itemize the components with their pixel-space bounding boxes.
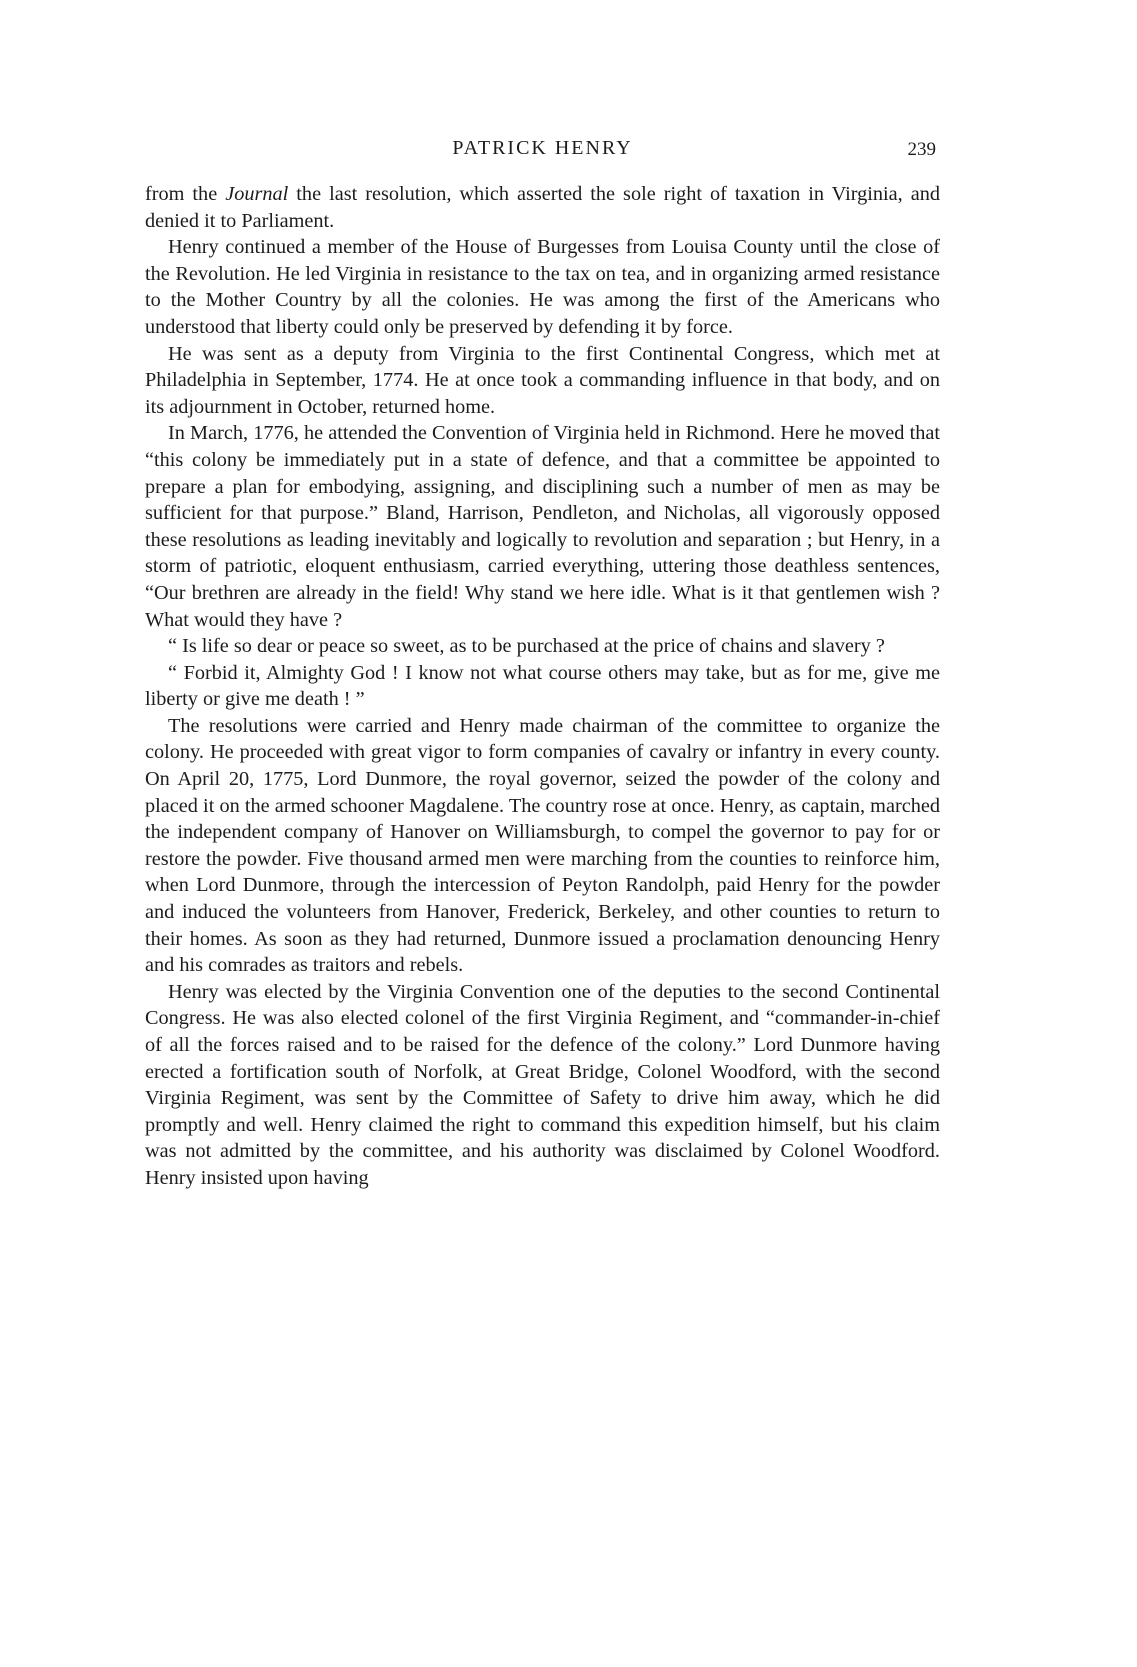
paragraph: In March, 1776, he attended the Convention of Virginia held in Richmond. Here he moved that “this colony be immediately put in a state of defence, and that a committee be appointed to prepare a plan for embodying, assigning, and disciplining such a number of men as may be sufficient for that purpose.” Bland, Harrison, Pendleton, and Nicholas, all vigorously opposed these resolutions as leading inevitably and logically to revolution and separation ; but Henry, in a storm of patriotic, eloquent enthusiasm, carried everything, uttering those deathless sentences, “Our brethren are already in the field! Why stand we here idle. What is it that gentlemen wish ? What would they have ? (145, 422, 940, 631)
paragraph (145, 181, 940, 234)
page-number: 239 (907, 139, 936, 160)
paragraph: The resolutions were carried and Henry made chairman of the committee to organize the colony. He proceeded with great vigor to form companies of cavalry or infantry in every county. On April 20, 1775, Lord Dunmore, the royal governor, seized the powder of the colony and placed it on the armed schooner Magdalene. The country rose at once. Henry, as captain, marched the independent company of Hanover on Williamsburgh, to compel the governor to pay for or restore the powder. Five thousand armed men were marching from the counties to reinforce him, when Lord Dunmore, through the intercession of Peyton Randolph, paid Henry for the powder and induced the volunteers from Hanover, Frederick, Berkeley, and other counties to return to their homes. As soon as they had returned, Dunmore issued a proclamation denouncing Henry and his comrades as traitors and rebels. (145, 714, 940, 977)
paragraph: “ Forbid it, Almighty God ! I know not what course others may take, but as for me, give me liberty or give me death ! ” (145, 661, 940, 711)
running-head (145, 137, 940, 167)
book-page (145, 0, 940, 1667)
italic-journal-title: Journal (225, 183, 289, 205)
paragraph: “ Is life so dear or peace so sweet, as to be purchased at the price of chains and slavery ? (168, 635, 885, 658)
paragraph: He was sent as a deputy from Virginia to the first Continental Congress, which met at Philadelphia in September, 1774. He at once took a commanding influence in that body, and on its adjournment in October, returned home. (145, 342, 940, 418)
running-title: PATRICK HENRY (452, 137, 633, 159)
paragraph: Henry was elected by the Virginia Convention one of the deputies to the second Continental Congress. He was also elected colonel of the first Virginia Regiment, and “commander-in-chief of all the forces raised and to be raised for the defence of the colony.” Lord Dunmore having erected a fortification south of Norfolk, at Great Bridge, Colonel Woodford, with the second Virginia Regiment, was sent by the Committee of Safety to drive him away, which he did promptly and well. Henry claimed the right to command this expedition himself, but his claim was not admitted by the committee, and his authority was disclaimed by Colonel Woodford. Henry insisted upon having (145, 980, 940, 1189)
paragraph-text: the last resolution, which asserted the sole right of taxation in Virginia, and denied it to Parliament. (145, 183, 941, 232)
paragraph: Henry continued a member of the House of Burgesses from Louisa County until the close of the Revolution. He led Virginia in resistance to the tax on tea, and in organizing armed resistance to the Mother Country by all the colonies. He was among the first of the Americans who understood that liberty could only be preserved by defending it by force. (145, 236, 940, 338)
paragraph-text: from the (145, 183, 226, 205)
body-text (145, 181, 940, 1192)
